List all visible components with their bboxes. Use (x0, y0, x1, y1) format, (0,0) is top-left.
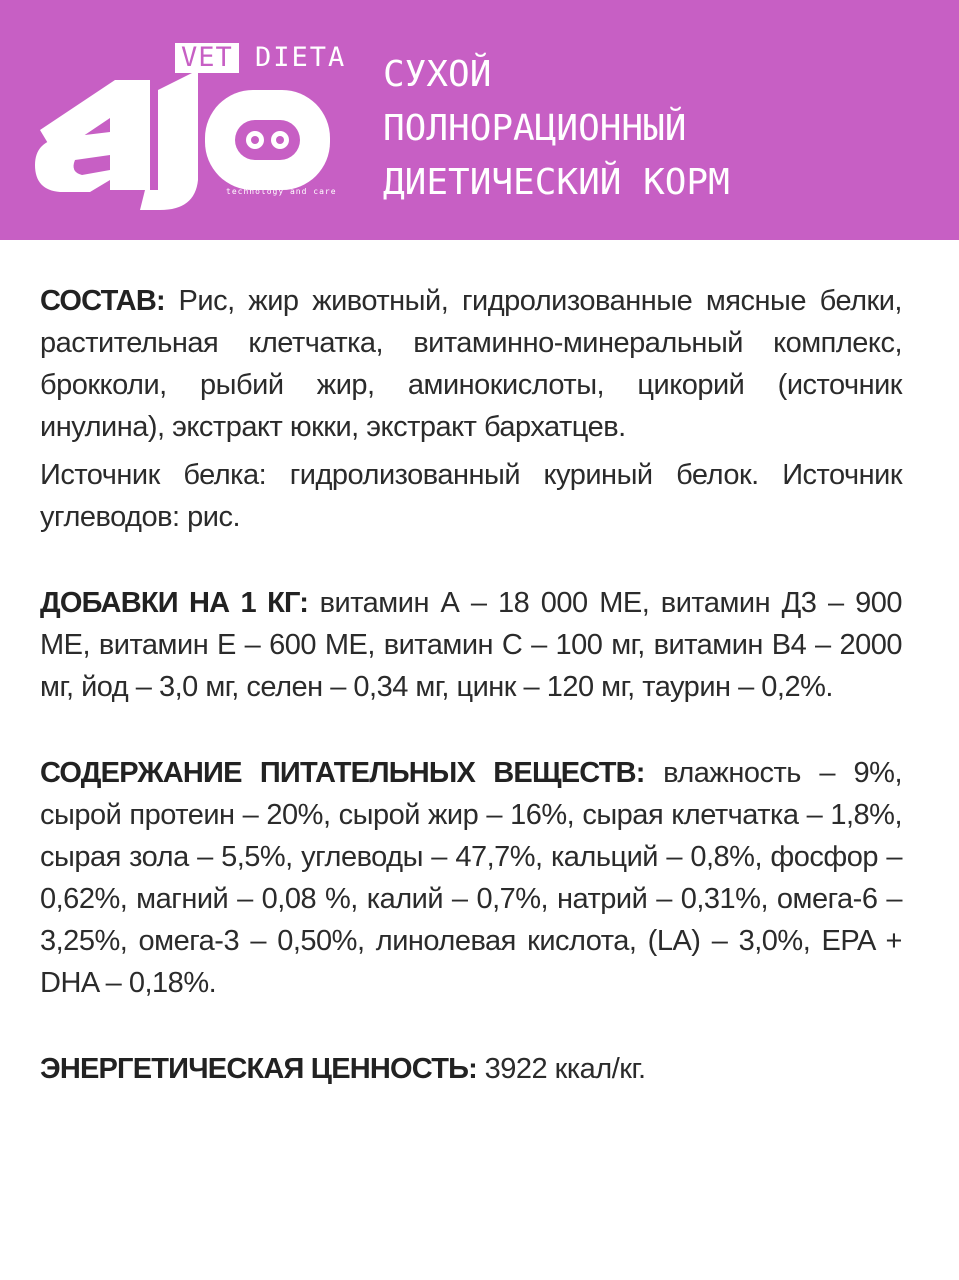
logo-dieta-text: DIETA (255, 42, 347, 73)
composition-section (40, 280, 902, 448)
energy-label: ЭНЕРГЕТИЧЕСКАЯ ЦЕННОСТЬ: (40, 1053, 478, 1085)
energy-section (40, 1048, 902, 1090)
product-title-line: СУХОЙ (383, 54, 492, 95)
energy-text: 3922 ккал/кг. (477, 1053, 646, 1085)
logo-vet-badge: VET (175, 43, 239, 73)
additives-label: ДОБАВКИ НА 1 КГ: (40, 587, 309, 619)
product-title-line: ПОЛНОРАЦИОННЫЙ (383, 108, 687, 149)
composition-text: Рис, жир животный, гидролизованные мясные белки, растительная клетчатка, витаминно-минеральный комплекс, брокколи, рыбий жир, аминокислоты, цикорий (источник инулина), экстракт юкки, экстракт бархатцев. (40, 285, 902, 443)
header-banner (0, 0, 959, 240)
brand-logo (30, 40, 350, 220)
product-info (40, 280, 902, 1090)
additives-text: витамин А – 18 000 МЕ, витамин Д3 – 900 МЕ, витамин Е – 600 МЕ, витамин С – 100 мг, витамин В4 – 2000 мг, йод – 3,0 мг, селен – 0,34 мг, цинк – 120 мг, таурин – 0,2%. (40, 587, 902, 703)
nutrients-section (40, 752, 902, 1004)
composition-label: СОСТАВ: (40, 285, 165, 317)
nutrients-label: СОДЕРЖАНИЕ ПИТАТЕЛЬНЫХ ВЕЩЕСТВ: (40, 757, 645, 789)
logo-tagline: technology and care (226, 187, 337, 196)
product-title (383, 48, 730, 210)
nutrients-text: влажность – 9%, сырой протеин – 20%, сырой жир – 16%, сырая клетчатка – 1,8%, сырая зола – 5,5%, углеводы – 47,7%, кальций – 0,8%, фосфор – 0,62%, магний – 0,08 %, калий – 0,7%, натрий – 0,31%, омега-6 – 3,25%, омега-3 – 0,50%, линолевая кислота, (LA) – 3,0%, EPA + DHA – 0,18%. (40, 757, 903, 999)
product-title-line: ДИЕТИЧЕСКИЙ КОРМ (383, 162, 730, 203)
additives-section (40, 582, 902, 708)
protein-source-text: Источник белка: гидролизованный куриный белок. Источник углеводов: рис. (40, 459, 902, 533)
